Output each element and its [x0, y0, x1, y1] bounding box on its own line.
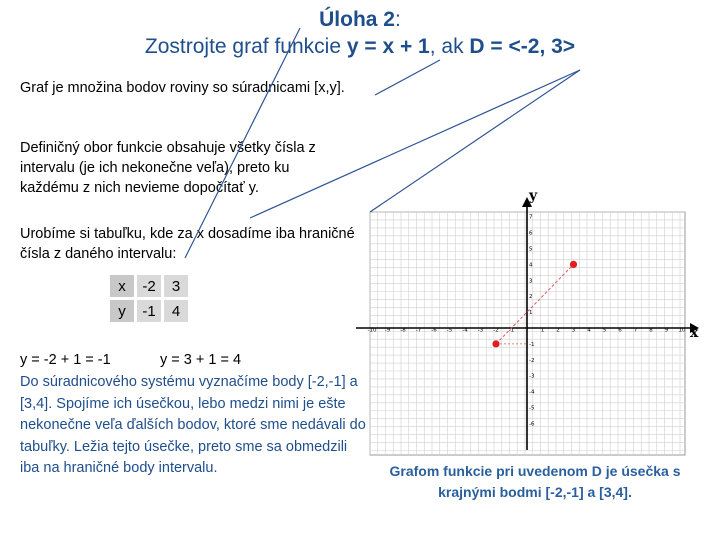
- x-tick-label: -6: [431, 327, 437, 334]
- x-tick-label: -3: [477, 327, 484, 334]
- y-value-cell: -1: [137, 300, 161, 322]
- pointer-line-function: [375, 60, 440, 95]
- x-tick-label: 3: [571, 327, 576, 334]
- x-tick-label: 2: [556, 327, 560, 334]
- x-value-cell: -2: [137, 275, 161, 297]
- y-tick-label: -5: [529, 405, 535, 412]
- definition-paragraph: Graf je množina bodov roviny so súradnicami [x,y].: [20, 80, 345, 96]
- title-instruction: Zostrojte graf funkcie: [144, 35, 347, 58]
- y-tick-label: -2: [529, 357, 535, 364]
- equation-right: y = 3 + 1 = 4: [160, 352, 242, 368]
- title-domain: D = <-2, 3>: [469, 35, 576, 58]
- x-header-cell: x: [110, 275, 134, 297]
- explanation-paragraph: Do súradnicového systému vyznačíme body [-2,-1] a [3,4]. Spojíme ich úsečkou, lebo medzi nimi je ešte nekonečne veľa ďalších bodov, ktoré sme nedávali do tabuľky. Ležia tejto úsečke, preto sme sa obmedzili iba na hraničné body intervalu.: [20, 374, 366, 476]
- x-axis-label: x: [690, 325, 699, 341]
- equation-left: y = -2 + 1 = -1: [20, 352, 111, 368]
- x-tick-label: 8: [649, 327, 653, 334]
- x-tick-label: -4: [462, 327, 468, 334]
- segment-endpoint: [492, 340, 499, 347]
- y-tick-label: 2: [529, 294, 533, 301]
- y-tick-label: -3: [529, 373, 535, 380]
- domain-paragraph: Definičný obor funkcie obsahuje všetky čísla z intervalu (je ich nekonečne veľa), preto ku každému z nich nevieme dopočítať y.: [20, 140, 316, 196]
- pointer-line-domain: [370, 70, 580, 212]
- x-tick-label: 5: [602, 327, 607, 334]
- x-value-cell: 3: [164, 275, 188, 297]
- task-label-colon: :: [395, 8, 401, 31]
- y-tick-label: 6: [529, 230, 533, 237]
- y-tick-label: 7: [529, 214, 533, 221]
- x-tick-label: -2: [493, 327, 499, 334]
- x-tick-label: 9: [664, 327, 669, 334]
- y-value-cell: 4: [164, 300, 188, 322]
- y-header-cell: y: [110, 300, 134, 322]
- x-tick-label: 10: [678, 327, 686, 334]
- title-connector: , ak: [429, 35, 470, 58]
- pointer-line-title: [185, 28, 300, 258]
- x-tick-label: -10: [367, 327, 377, 334]
- conclusion-text: Grafom funkcie pri uvedenom D je úsečka s krajnými bodmi [-2,-1] a [3,4].: [389, 463, 681, 500]
- x-tick-label: -9: [384, 327, 391, 334]
- y-tick-label: 3: [529, 278, 533, 285]
- x-tick-label: -8: [400, 327, 406, 334]
- y-tick-label: -4: [529, 389, 535, 396]
- y-tick-label: 4: [529, 262, 533, 269]
- x-tick-label: -5: [446, 327, 453, 334]
- table-intro-paragraph: Urobíme si tabuľku, kde za x dosadíme iba hraničné čísla z daného intervalu:: [20, 226, 355, 262]
- x-tick-label: 1: [540, 327, 545, 334]
- y-tick-label: 5: [529, 246, 533, 253]
- title-function: y = x + 1: [346, 35, 430, 58]
- y-tick-label: -1: [529, 341, 535, 348]
- x-tick-label: 6: [618, 327, 622, 334]
- y-axis-label: y: [529, 188, 538, 204]
- segment-endpoint: [570, 261, 577, 268]
- task-label: Úloha 2: [319, 8, 395, 31]
- x-tick-label: 4: [587, 327, 591, 334]
- y-tick-label: -6: [529, 421, 535, 428]
- x-tick-label: 7: [633, 327, 638, 334]
- x-tick-label: -1: [508, 327, 515, 334]
- x-tick-label: -7: [415, 327, 422, 334]
- y-tick-label: 1: [529, 310, 533, 317]
